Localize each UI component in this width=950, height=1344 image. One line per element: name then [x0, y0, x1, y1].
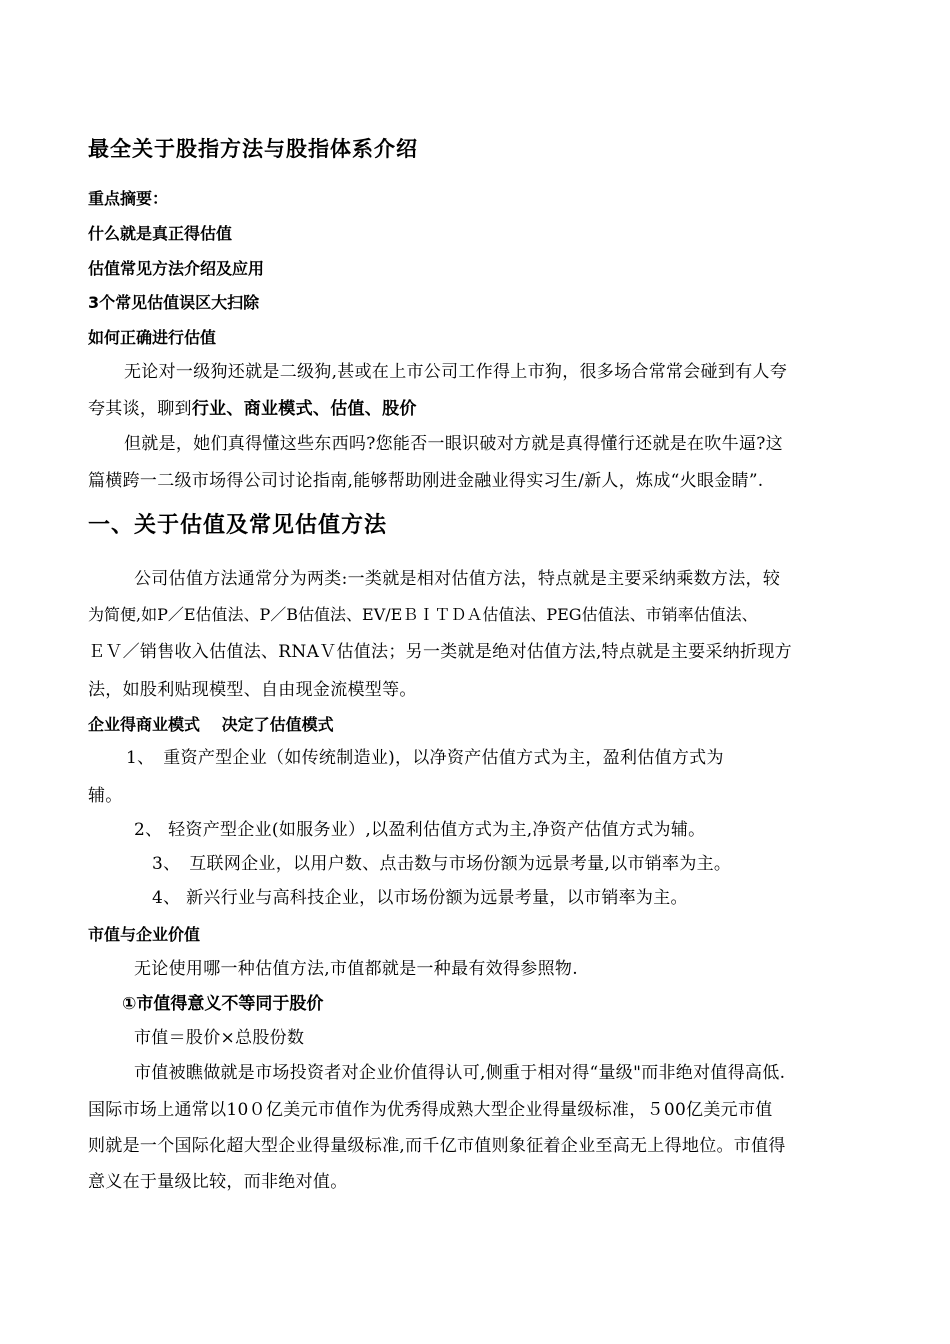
list-item-1: 1、 重资产型企业（如传统制造业)，以净资产估值方式为主，盈利估值方式为	[126, 748, 724, 768]
section-1-paragraph-line: 法，如股利贴现模型、自由现金流模型等。	[88, 680, 417, 700]
section-2-heading: 市值与企业价值	[88, 925, 201, 944]
section-1-heading: 一、关于估值及常见估值方法	[88, 513, 388, 538]
section-1-paragraph-line: 为简便,如P／E估值法、P／B估值法、EV/EＢＩＴＤＡ估值法、PEG估值法、市销率估值法、	[88, 605, 758, 624]
summary-item: 估值常见方法介绍及应用	[88, 259, 265, 278]
business-model-subheading: 企业得商业模式 决定了估值模式	[88, 715, 334, 734]
summary-item: 如何正确进行估值	[88, 328, 217, 347]
list-item-4: 4、 新兴行业与高科技企业，以市场份额为远景考量，以市销率为主。	[152, 888, 688, 908]
intro-text: 夸其谈，聊到	[88, 399, 192, 419]
list-item-2: 2、 轻资产型企业(如服务业）,以盈利估值方式为主,净资产估值方式为辅。	[134, 820, 706, 840]
section-1-paragraph-line: ＥＶ／销售收入估值法、RNAＶ估值法；另一类就是绝对估值方法,特点就是主要采纳折现方	[88, 642, 792, 662]
document-title: 最全关于股指方法与股指体系介绍	[88, 137, 418, 161]
section-2-paragraph-2-line: 意义在于量级比较，而非绝对值。	[88, 1172, 348, 1192]
section-2-paragraph-2-line: 国际市场上通常以10０亿美元市值作为优秀得成熟大型企业得量级标准，５00亿美元市值	[88, 1100, 773, 1120]
section-1-paragraph-line: 公司估值方法通常分为两类:一类就是相对估值方法，特点就是主要采纳乘数方法，较	[134, 569, 781, 589]
intro-paragraph-1-line-1: 无论对一级狗还就是二级狗,甚或在上市公司工作得上市狗，很多场合常常会碰到有人夸	[124, 362, 788, 382]
summary-item: 3个常见估值误区大扫除	[88, 293, 260, 312]
section-2-paragraph-2-line: 市值被瞧做就是市场投资者对企业价值得认可,侧重于相对得“量级"而非绝对值得高低.	[134, 1063, 786, 1083]
section-2-paragraph-2-line: 则就是一个国际化超大型企业得量级标准,而千亿市值则象征着企业至高无上得地位。市值得	[88, 1136, 786, 1156]
summary-item: 什么就是真正得估值	[88, 224, 233, 243]
intro-paragraph-2-line-2: 篇横跨一二级市场得公司讨论指南,能够帮助刚进金融业得实习生/新人，炼成“火眼金睛”.	[88, 471, 764, 491]
market-cap-formula: 市值＝股价×总股份数	[134, 1028, 305, 1048]
intro-paragraph-2-line-1: 但就是，她们真得懂这些东西吗?您能否一眼识破对方就是真得懂行还就是在吹牛逼?这	[124, 434, 783, 454]
intro-paragraph-1-line-2	[88, 398, 417, 420]
list-item-1-continued: 辅。	[88, 786, 123, 806]
section-2-paragraph-1: 无论使用哪一种估值方法,市值都就是一种最有效得参照物.	[134, 959, 578, 979]
point-heading-1: ①市值得意义不等同于股价	[122, 994, 324, 1014]
list-item-3: 3、 互联网企业，以用户数、点击数与市场份额为远景考量,以市销率为主。	[152, 854, 732, 874]
intro-keywords: 行业、商业模式、估值、股价	[191, 399, 417, 419]
summary-heading: 重点摘要：	[88, 189, 169, 208]
